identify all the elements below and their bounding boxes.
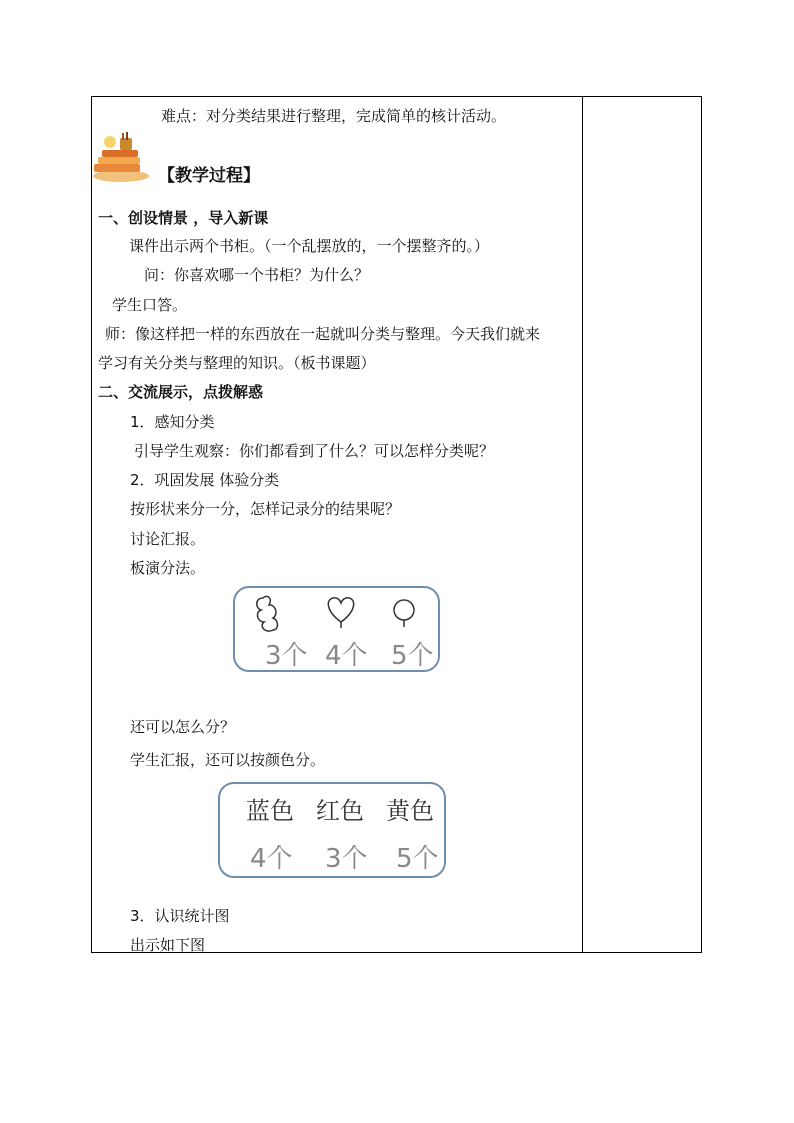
shape-count-2: 4个 xyxy=(325,641,368,671)
text-line: 学生汇报，还可以按颜色分。 xyxy=(130,751,326,769)
color-count-1: 4个 xyxy=(250,844,293,874)
shape-icons xyxy=(233,590,440,640)
text-line: 出示如下图 xyxy=(130,936,206,954)
text-line: 2．巩固发展 体验分类 xyxy=(130,471,280,489)
color-label-1: 蓝色 xyxy=(246,797,294,825)
column-divider xyxy=(582,96,583,953)
color-label-2: 红色 xyxy=(316,797,364,825)
color-count-2: 3个 xyxy=(325,844,368,874)
text-line: 1．感知分类 xyxy=(130,413,215,431)
text-line: 按形状来分一分，怎样记录分的结果呢？ xyxy=(130,500,401,518)
text-line: 3．认识统计图 xyxy=(130,907,230,925)
text-line: 学习有关分类与整理的知识。（板书课题） xyxy=(98,354,376,372)
text-line: 学生口答。 xyxy=(112,296,188,314)
text-line: 引导学生观察：你们都看到了什么？可以怎样分类呢？ xyxy=(134,442,495,460)
text-line: 问：你喜欢哪一个书柜？为什么？ xyxy=(144,266,370,284)
text-line: 板演分法。 xyxy=(130,559,206,577)
section-2-heading: 二、交流展示，点拨解惑 xyxy=(98,383,264,401)
color-count-3: 5个 xyxy=(396,844,439,874)
section-1-heading: 一、创设情景 ，导入新课 xyxy=(98,209,269,227)
process-title: 【教学过程】 xyxy=(158,166,260,186)
books-icon xyxy=(90,132,152,184)
text-line: 师：像这样把一样的东西放在一起就叫分类与整理。今天我们就来 xyxy=(105,325,541,343)
color-label-3: 黄色 xyxy=(386,797,434,825)
shape-count-3: 5个 xyxy=(391,641,434,671)
text-line: 课件出示两个书柜。（一个乱摆放的，一个摆整齐的。） xyxy=(129,237,490,255)
text-line: 讨论汇报。 xyxy=(130,530,206,548)
text-line: 还可以怎么分？ xyxy=(130,718,236,736)
shape-count-1: 3个 xyxy=(265,641,308,671)
difficulty-line: 难点：对分类结果进行整理，完成简单的核计活动。 xyxy=(161,107,507,125)
